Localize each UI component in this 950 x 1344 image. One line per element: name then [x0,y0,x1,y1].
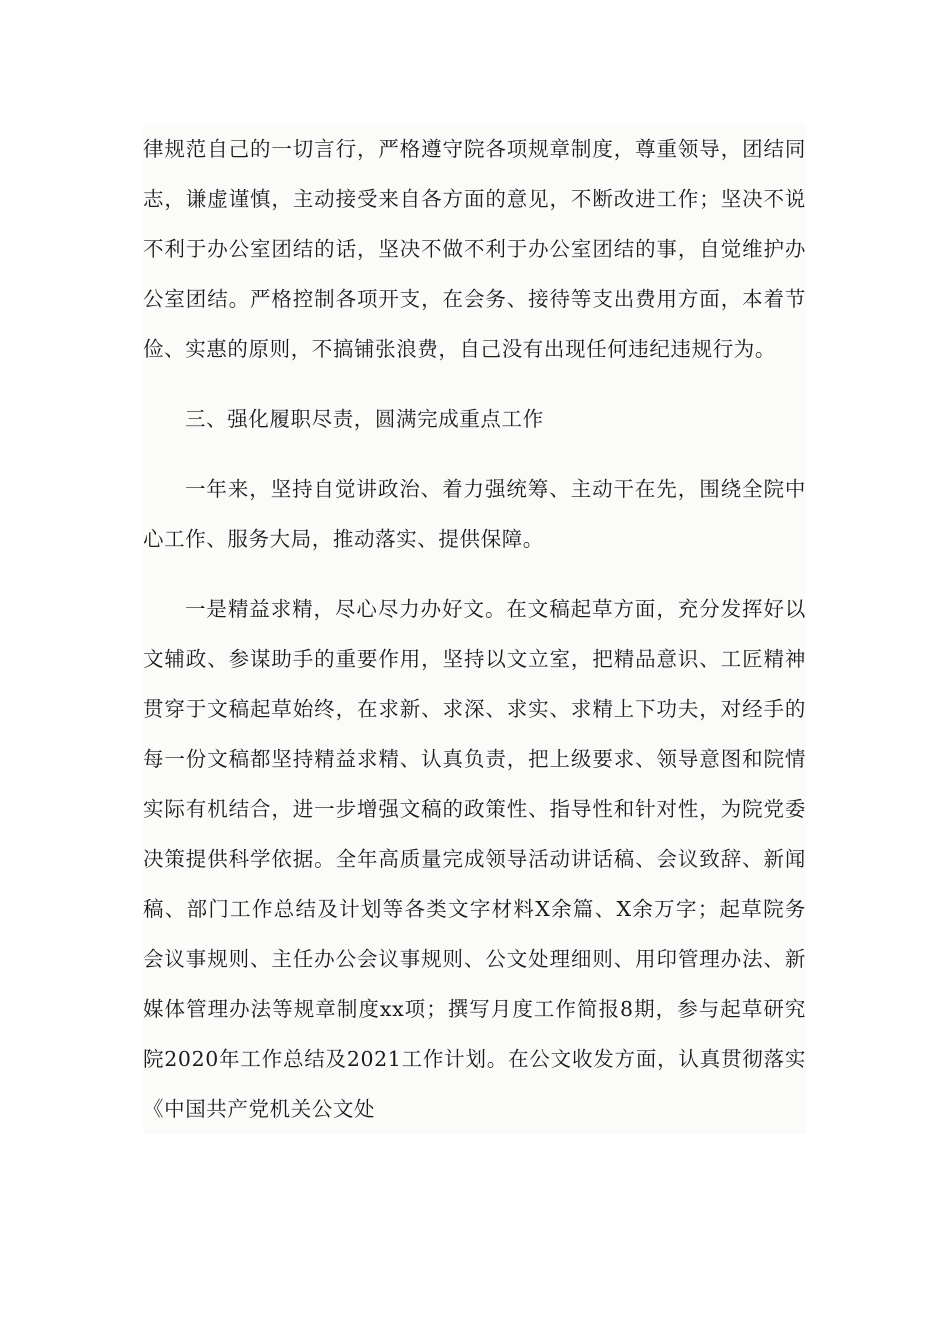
paragraph-overview: 一年来，坚持自觉讲政治、着力强统筹、主动干在先，围绕全院中心工作、服务大局，推动落实、提供保障。 [143,477,806,551]
paragraph-gap [143,564,806,584]
paragraph-gap [143,374,806,394]
paragraph-discipline: 律规范自己的一切言行，严格遵守院各项规章制度，尊重领导，团结同志，谦虚谨慎，主动接受来自各方面的意见，不断改进工作；坚决不说不利于办公室团结的话，坚决不做不利于办公室团结的事，自觉维护办公室团结。严格控制各项开支，在会务、接待等支出费用方面，本着节俭、实惠的原则，不搞铺张浪费，自己没有出现任何违纪违规行为。 [143,137,806,361]
section-heading: 三、强化履职尽责，圆满完成重点工作 [185,407,544,431]
document-body [143,124,806,1134]
paragraph-gap [143,444,806,464]
paragraph-writing-work: 一是精益求精，尽心尽力办好文。在文稿起草方面，充分发挥好以文辅政、参谋助手的重要作用，坚持以文立室，把精品意识、工匠精神贯穿于文稿起草始终，在求新、求深、求实、求精上下功夫，对经手的每一份文稿都坚持精益求精、认真负责，把上级要求、领导意图和院情实际有机结合，进一步增强文稿的政策性、指导性和针对性，为院党委决策提供科学依据。全年高质量完成领导活动讲话稿、会议致辞、新闻稿、部门工作总结及计划等各类文字材料X余篇、X余万字；起草院务会议事规则、主任办公会议事规则、公文处理细则、用印管理办法、新媒体管理办法等规章制度xx项；撰写月度工作简报8期，参与起草研究院2020年工作总结及2021工作计划。在公文收发方面，认真贯彻落实《中国共产党机关公文处 [143,597,806,1121]
